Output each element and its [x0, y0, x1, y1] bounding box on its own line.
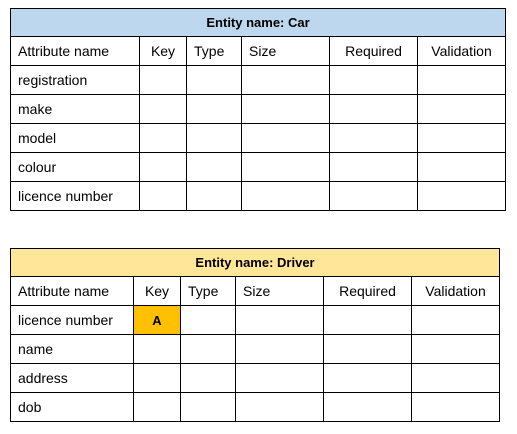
- size-cell: [236, 335, 324, 364]
- validation-cell: [418, 95, 506, 124]
- type-cell: [187, 66, 242, 95]
- header-required: Required: [324, 277, 412, 306]
- validation-cell: [412, 364, 500, 393]
- header-type: Type: [181, 277, 236, 306]
- validation-cell: [412, 306, 500, 335]
- type-cell: [187, 95, 242, 124]
- key-cell: [140, 95, 187, 124]
- required-cell: [324, 393, 412, 422]
- driver-entity-table: [10, 248, 500, 422]
- attribute-cell: registration: [11, 66, 140, 95]
- type-cell: [181, 335, 236, 364]
- required-cell: [324, 364, 412, 393]
- required-cell: [330, 95, 418, 124]
- attribute-cell: licence number: [11, 306, 134, 335]
- header-attribute-name: Attribute name: [11, 277, 134, 306]
- required-cell: [324, 306, 412, 335]
- type-cell: [187, 124, 242, 153]
- size-cell: [242, 124, 330, 153]
- table-row: [11, 153, 506, 182]
- header-key: Key: [140, 37, 187, 66]
- header-required: Required: [330, 37, 418, 66]
- table-row: [11, 306, 500, 335]
- size-cell: [236, 393, 324, 422]
- validation-cell: [412, 393, 500, 422]
- table-row: [11, 124, 506, 153]
- validation-cell: [418, 153, 506, 182]
- table-title-row: [11, 9, 506, 37]
- required-cell: [324, 335, 412, 364]
- key-cell: [134, 335, 181, 364]
- attribute-cell: model: [11, 124, 140, 153]
- validation-cell: [418, 182, 506, 211]
- table-header-row: [11, 277, 500, 306]
- required-cell: [330, 124, 418, 153]
- size-cell: [236, 306, 324, 335]
- type-cell: [187, 182, 242, 211]
- type-cell: [181, 364, 236, 393]
- table-row: [11, 182, 506, 211]
- table-row: [11, 364, 500, 393]
- key-cell-highlighted: A: [134, 306, 181, 335]
- table-row: [11, 393, 500, 422]
- header-size: Size: [236, 277, 324, 306]
- key-cell: [134, 364, 181, 393]
- attribute-cell: address: [11, 364, 134, 393]
- attribute-cell: colour: [11, 153, 140, 182]
- header-size: Size: [242, 37, 330, 66]
- table-row: [11, 66, 506, 95]
- header-type: Type: [187, 37, 242, 66]
- header-attribute-name: Attribute name: [11, 37, 140, 66]
- car-entity-table: [10, 8, 506, 211]
- attribute-cell: dob: [11, 393, 134, 422]
- table-header-row: [11, 37, 506, 66]
- key-cell: [140, 66, 187, 95]
- header-validation: Validation: [412, 277, 500, 306]
- required-cell: [330, 66, 418, 95]
- validation-cell: [412, 335, 500, 364]
- required-cell: [330, 182, 418, 211]
- header-validation: Validation: [418, 37, 506, 66]
- size-cell: [242, 66, 330, 95]
- header-key: Key: [134, 277, 181, 306]
- car-entity-title: Entity name: Car: [11, 9, 506, 37]
- attribute-cell: name: [11, 335, 134, 364]
- validation-cell: [418, 124, 506, 153]
- size-cell: [242, 182, 330, 211]
- validation-cell: [418, 66, 506, 95]
- required-cell: [330, 153, 418, 182]
- size-cell: [242, 153, 330, 182]
- key-cell: [140, 182, 187, 211]
- driver-entity-title: Entity name: Driver: [11, 249, 500, 277]
- size-cell: [236, 364, 324, 393]
- size-cell: [242, 95, 330, 124]
- table-row: [11, 95, 506, 124]
- key-cell: [140, 124, 187, 153]
- type-cell: [181, 306, 236, 335]
- table-title-row: [11, 249, 500, 277]
- table-row: [11, 335, 500, 364]
- type-cell: [181, 393, 236, 422]
- type-cell: [187, 153, 242, 182]
- attribute-cell: licence number: [11, 182, 140, 211]
- key-cell: [134, 393, 181, 422]
- attribute-cell: make: [11, 95, 140, 124]
- key-cell: [140, 153, 187, 182]
